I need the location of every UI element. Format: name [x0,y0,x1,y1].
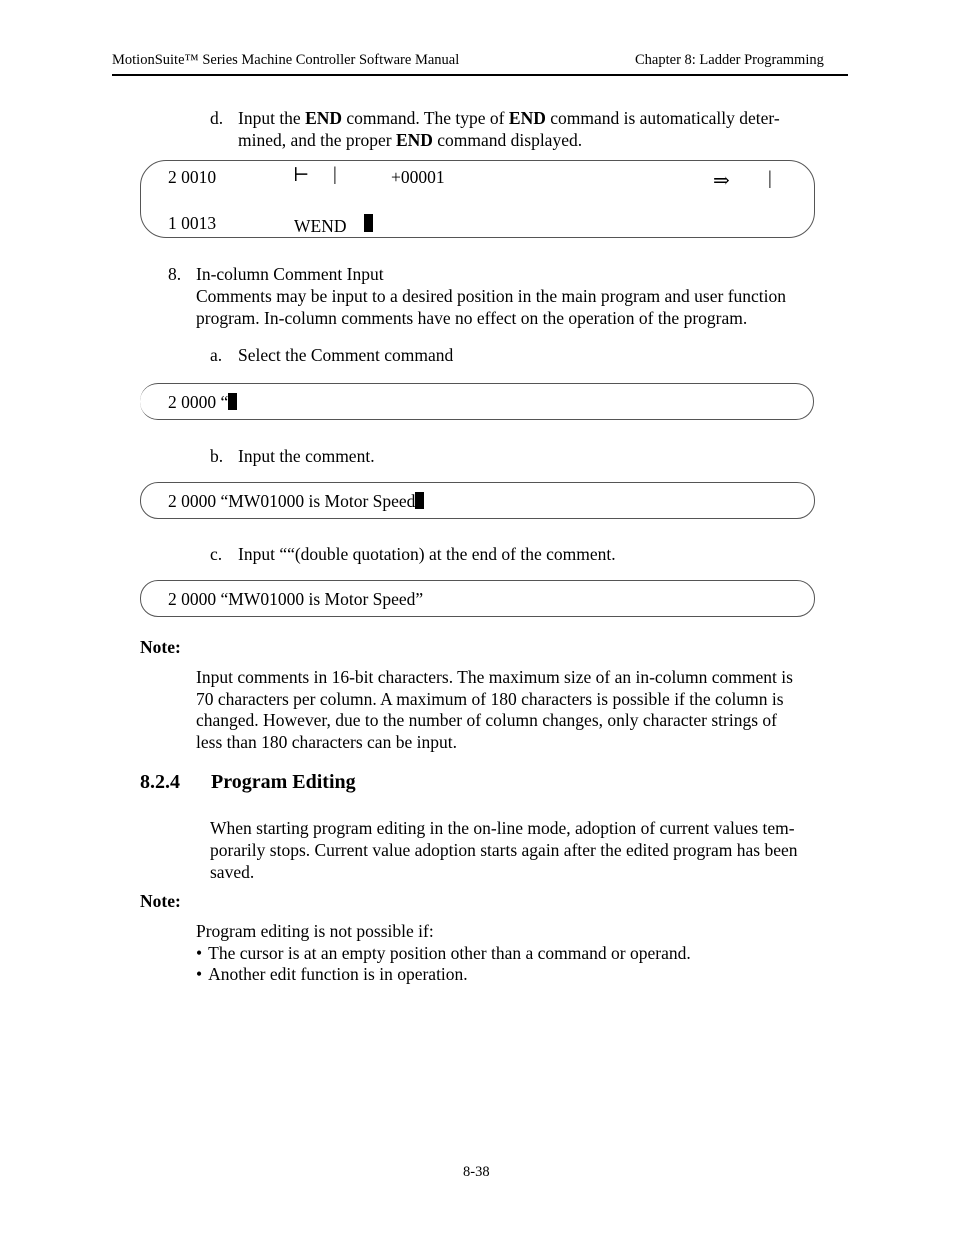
step-d-line1: Input the END command. The type of END command is automatically deter- [238,108,780,128]
note2-bullet-2: • Another edit function is in operation. [196,964,468,984]
step-b-marker: b. [210,446,224,466]
step-d-line2: mined, and the proper END command displayed. [238,130,583,150]
bullet-icon: • [196,964,203,984]
ladder-row2-number: 1 0013 [168,213,217,233]
text-cursor [364,214,373,232]
item8-body-line1: Comments may be input to a desired position in the main program and user function [196,286,787,306]
running-header-chapter: Chapter 8: Ladder Programming [635,52,824,68]
item8-number: 8. [168,264,182,284]
header-rule [112,74,848,76]
text-cursor [415,492,424,509]
text-cursor [228,393,237,410]
section-title: Program Editing [211,771,356,793]
right-arrow-icon: ⇒ [713,170,730,192]
comment-box-1 [140,383,814,420]
contact-close-icon: | [333,164,337,185]
note1-label: Note: [140,637,181,657]
item8-title: In-column Comment Input [196,264,384,284]
step-c-marker: c. [210,544,223,564]
note1-line2: 70 characters per column. A maximum of 180 characters is possible if the column is [196,689,784,709]
step-a-marker: a. [210,345,223,365]
step-d-marker: d. [210,108,224,128]
section-body-line1: When starting program editing in the on-line mode, adoption of current values tem- [210,818,795,838]
note1-line3: changed. However, due to the number of column changes, only character strings of [196,710,777,730]
section-body-line3: saved. [210,862,255,882]
coil-bar-icon: | [768,168,772,189]
comment-box-3-text: 2 0000 “MW01000 is Motor Speed” [168,589,424,609]
step-b-text: Input the comment. [238,446,375,466]
bullet-icon: • [196,943,203,963]
contact-open-icon: ⊢ [293,165,310,186]
note2-bullet-1: • The cursor is at an empty position other than a command or operand. [196,943,691,963]
running-header-title: MotionSuite™ Series Machine Controller Software Manual [112,52,460,68]
section-body-line2: porarily stops. Current value adoption starts again after the edited program has been [210,840,798,860]
note2-label: Note: [140,891,181,911]
ladder-row1-value: +00001 [391,167,445,187]
page-number: 8-38 [463,1164,490,1180]
ladder-row2-command: WEND [294,214,373,237]
note1-line4: less than 180 characters can be input. [196,732,457,752]
section-number: 8.2.4 [140,771,180,793]
step-c-text: Input ““(double quotation) at the end of the comment. [238,544,616,564]
note1-line1: Input comments in 16-bit characters. The maximum size of an in-column comment is [196,667,793,687]
step-a-text: Select the Comment command [238,345,454,365]
comment-box-1-text: 2 0000 “ [168,392,237,413]
note2-intro: Program editing is not possible if: [196,921,434,941]
ladder-row1-number: 2 0010 [168,167,217,187]
comment-box-2-text: 2 0000 “MW01000 is Motor Speed [168,491,424,512]
item8-body-line2: program. In-column comments have no effect on the operation of the program. [196,308,748,328]
